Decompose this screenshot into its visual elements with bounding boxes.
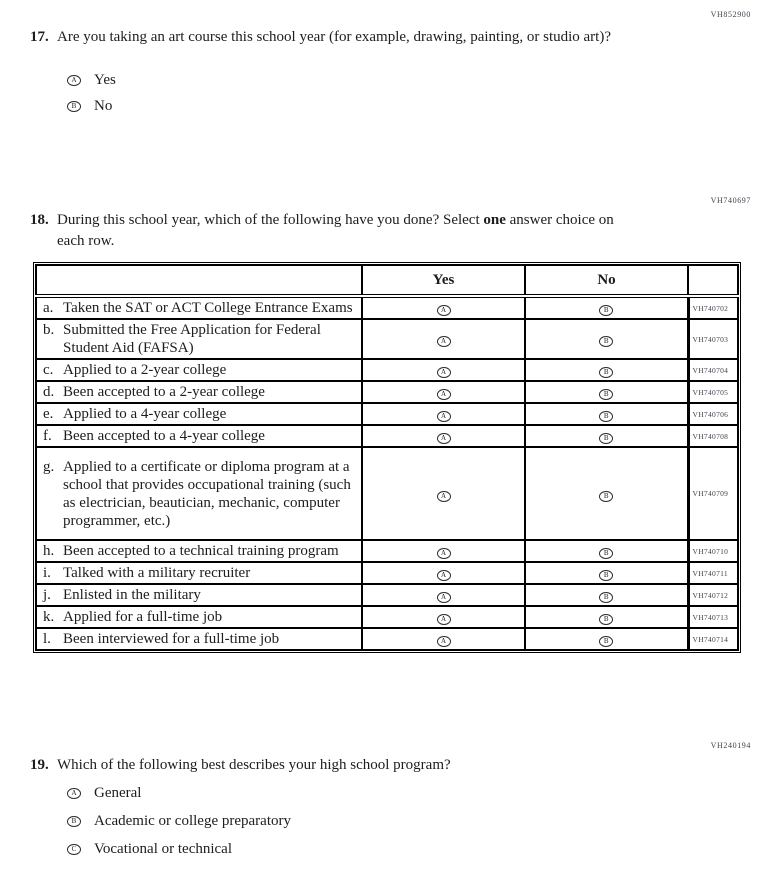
option-label: General xyxy=(94,785,142,801)
row-letter: f. xyxy=(43,428,52,444)
row-statement: Talked with a military recruiter xyxy=(63,565,251,581)
item-code: VH740703 xyxy=(688,319,738,359)
table-row-l xyxy=(36,628,738,650)
statement-column-header xyxy=(36,265,362,296)
option-label: Vocational or technical xyxy=(94,841,233,857)
row-statement: Been accepted to a 4-year college xyxy=(63,428,265,444)
response-bubble-no[interactable]: B xyxy=(599,411,613,422)
item-code: VH740702 xyxy=(688,296,738,319)
question-text-prefix: During this school year, which of the following have you done? Select xyxy=(57,212,484,228)
question-18 xyxy=(30,210,643,252)
response-bubble-yes[interactable]: A xyxy=(437,336,451,347)
response-bubble-yes[interactable]: A xyxy=(437,411,451,422)
response-bubble-yes[interactable]: A xyxy=(437,433,451,444)
item-code: VH740706 xyxy=(688,403,738,425)
response-bubble-yes[interactable]: A xyxy=(437,614,451,625)
item-code: VH740710 xyxy=(688,540,738,562)
option-label: Academic or college preparatory xyxy=(94,813,291,829)
option-label: No xyxy=(94,98,113,114)
row-letter: a. xyxy=(43,300,54,316)
item-code: VH740704 xyxy=(688,359,738,381)
table-row-g xyxy=(36,447,738,540)
item-code-q19: VH240194 xyxy=(710,741,751,750)
row-statement: Been accepted to a 2-year college xyxy=(63,384,265,400)
table-row-c xyxy=(36,359,738,381)
option-no[interactable] xyxy=(67,100,116,113)
response-bubble-no[interactable]: B xyxy=(599,389,613,400)
row-statement: Applied for a full-time job xyxy=(63,609,223,625)
row-letter: d. xyxy=(43,384,55,400)
question-17 xyxy=(30,27,643,48)
item-code: VH740713 xyxy=(688,606,738,628)
response-bubble-no[interactable]: B xyxy=(599,336,613,347)
code-column-header xyxy=(688,265,738,296)
response-bubble-yes[interactable]: A xyxy=(437,389,451,400)
response-bubble-a[interactable]: A xyxy=(67,788,81,799)
question-text: Which of the following best describes your high school program? xyxy=(57,757,451,773)
row-statement: Applied to a 2-year college xyxy=(63,362,227,378)
table-row-h xyxy=(36,540,738,562)
no-column-header: No xyxy=(525,265,688,296)
table-row-f xyxy=(36,425,738,447)
question-number: 17. xyxy=(30,29,49,45)
response-bubble-no[interactable]: B xyxy=(599,367,613,378)
table-row-d xyxy=(36,381,738,403)
row-letter: e. xyxy=(43,406,54,422)
option-general[interactable] xyxy=(67,787,291,800)
response-bubble-yes[interactable]: A xyxy=(437,367,451,378)
response-bubble-b[interactable]: B xyxy=(67,101,81,112)
row-statement: Been interviewed for a full-time job xyxy=(63,631,280,647)
item-code: VH740712 xyxy=(688,584,738,606)
option-vocational[interactable] xyxy=(67,843,291,856)
row-letter: c. xyxy=(43,362,54,378)
question-text-suffix: answer choice on each row. xyxy=(57,212,614,249)
response-bubble-no[interactable]: B xyxy=(599,305,613,316)
item-code: VH740711 xyxy=(688,562,738,584)
response-bubble-no[interactable]: B xyxy=(599,614,613,625)
response-bubble-yes[interactable]: A xyxy=(437,570,451,581)
response-bubble-b[interactable]: B xyxy=(67,816,81,827)
question-19 xyxy=(30,755,643,776)
response-bubble-no[interactable]: B xyxy=(599,548,613,559)
question-number: 18. xyxy=(30,212,49,228)
response-bubble-no[interactable]: B xyxy=(599,592,613,603)
table-row-k xyxy=(36,606,738,628)
response-bubble-yes[interactable]: A xyxy=(437,636,451,647)
response-bubble-no[interactable]: B xyxy=(599,636,613,647)
response-bubble-yes[interactable]: A xyxy=(437,305,451,316)
question-text-bold: one xyxy=(483,212,506,228)
item-code-q17: VH852900 xyxy=(710,10,751,19)
row-statement: Applied to a certificate or diploma program at a school that provides occupational training (such as electrician, beautician, mechanic, computer programmer, etc.) xyxy=(63,458,351,529)
response-bubble-a[interactable]: A xyxy=(67,75,81,86)
item-code-q18: VH740697 xyxy=(710,196,751,205)
table-row-j xyxy=(36,584,738,606)
row-letter: l. xyxy=(43,631,51,647)
item-code: VH740705 xyxy=(688,381,738,403)
table-row-e xyxy=(36,403,738,425)
response-bubble-yes[interactable]: A xyxy=(437,491,451,502)
item-code: VH740708 xyxy=(688,425,738,447)
row-letter: g. xyxy=(43,458,55,475)
option-label: Yes xyxy=(94,72,116,88)
table-row-b xyxy=(36,319,738,359)
row-statement: Taken the SAT or ACT College Entrance Exams xyxy=(63,300,353,316)
option-academic[interactable] xyxy=(67,815,291,828)
q19-options xyxy=(67,787,291,871)
row-statement: Submitted the Free Application for Federal Student Aid (FAFSA) xyxy=(63,322,321,356)
q18-response-table xyxy=(33,262,741,653)
table-row-i xyxy=(36,562,738,584)
row-letter: i. xyxy=(43,565,51,581)
table-row-a xyxy=(36,296,738,319)
response-bubble-no[interactable]: B xyxy=(599,433,613,444)
q17-options xyxy=(67,74,116,126)
response-bubble-no[interactable]: B xyxy=(599,570,613,581)
row-letter: b. xyxy=(43,322,55,338)
row-letter: k. xyxy=(43,609,55,625)
option-yes[interactable] xyxy=(67,74,116,87)
yes-column-header: Yes xyxy=(362,265,525,296)
question-text: Are you taking an art course this school year (for example, drawing, painting, or studio art)? xyxy=(57,29,611,45)
row-statement: Enlisted in the military xyxy=(63,587,201,603)
item-code: VH740709 xyxy=(688,447,738,540)
item-code: VH740714 xyxy=(688,628,738,650)
question-number: 19. xyxy=(30,757,49,773)
response-bubble-yes[interactable]: A xyxy=(437,548,451,559)
row-statement: Applied to a 4-year college xyxy=(63,406,227,422)
row-letter: j. xyxy=(43,587,51,603)
row-statement: Been accepted to a technical training program xyxy=(63,543,339,559)
question-text xyxy=(57,210,643,252)
row-letter: h. xyxy=(43,543,55,559)
table-header-row xyxy=(36,265,738,296)
response-bubble-yes[interactable]: A xyxy=(437,592,451,603)
response-bubble-c[interactable]: C xyxy=(67,844,81,855)
response-bubble-no[interactable]: B xyxy=(599,491,613,502)
